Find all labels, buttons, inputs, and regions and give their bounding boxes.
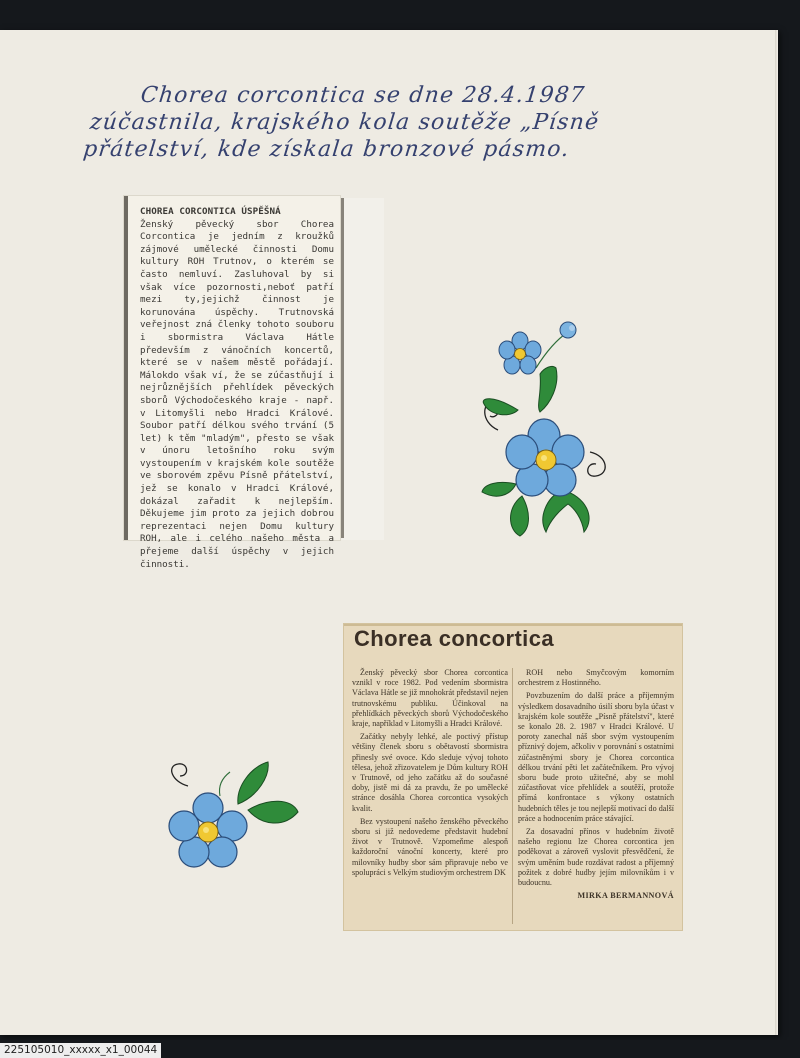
clipping-2-paragraph: Ženský pěvecký sbor Chorea corcontica vznikl v roce 1982. Pod vedením sbormistra Václava Hátle se již mnohokrát představil nejen trutnovskému publiku. Účinkoval na přehlídkách pěveckých sborů Východočeského kraje, například v Litomyšli a Hradci Králové. [352,668,508,729]
handwritten-note [82,82,651,163]
clipping-2-paragraph: Začátky nebyly lehké, ale poctivý přístup většiny členek sboru s obětavostí sbormistra přinesly své ovoce. Kdo sleduje vývoj tohoto tělesa, jehož zřizovatelem je Dům kultury ROH v Trutnově, od jeho začátku až do současné doby, jistě mi dá za pravdu, že po umělecké stránce dosáhla Chorea corcontica vysokých kvalit. [352,732,508,813]
small-flower [499,332,541,374]
page-edge [775,30,778,1035]
clipping-1-title: CHOREA CORCONTICA ÚSPĚŠNÁ [140,206,281,217]
clipping-2-paragraph: Povzbuzením do další práce a příjemným výsledkem dosavadního úsilí sboru byla účast v krajském kole soutěže „Písně přátelství", které se konalo 28. 2. 1987 v Hradci Králové. U poroty zanechal náš sbor svým vystoupením příznivý dojem, ačkoliv v porovnání s ostatními zúčastněnými sbory je Chorea corcontica délkou trvání pěti let začátečníkem. Pro vývoj sboru bude proto užitečné, aby se mohl zúčastňovat více přehlídek a soutěží, protože přímá konfrontace s výkony ostatních hudebních těles je tou nejlepší motivací do další práce a hodnocením práce stávající. [518,691,674,823]
bottom-flower [169,793,247,867]
scan-id-label: 225105010_xxxxx_x1_00044 [0,1043,161,1058]
newspaper-clipping-1 [124,196,340,570]
clipping-2-paragraph: Bez vystoupení našeho ženského pěveckého sboru si již nedovedeme představit hudební život v Trutnově. Vzpomeňme alespoň každoroční vánoční koncerty, které pro milovníky hudby sbor sám připravuje nebo ve spolupráci s Velkým studiovým orchestrem DK [352,816,508,877]
clipping-2-paragraph: ROH nebo Smyčcovým komorním orchestrem z Hostinného. [518,668,674,688]
large-flower [506,419,584,496]
clipping-1-text [140,206,334,571]
clipping-2-title: Chorea concortica [354,626,554,651]
clipping-2-signature: MIRKA BERMANNOVÁ [577,891,674,901]
clipping-backing-paper [340,198,384,540]
clipping-2-columns [352,668,674,926]
flower-drawing-small [152,756,312,886]
clipping-1-body: Ženský pěvecký sbor Chorea Corcontica je jedním z kroužků zájmové umělecké činnosti Domu kultury ROH Trutnov, o kterém se často nemluví. Zasluhoval by si však více pozornosti,neboť patří mezi ty,jejichž činnost je korunována úspěchy. Trutnovská veřejnost zná členky tohoto souboru i sbormistra Václava Hátle především z vánočních koncertů, které se v našem městě pořádají. Málokdo však ví, že se zúčastňují i nejrůznějších přehlídek pěveckých sborů Východočeského kraje - např. v Litomyšli nebo Hradci Králové. Soubor patří délkou svého trvání (5 let) k těm "mladým", přesto se však v únoru letošního roku svým vystoupením v krajském kole soutěže ve sborovém zpěvu Písně přátelství, jež se konalo v Hradci Králové, dokázal zařadit k nejlepším. Děkujeme jim proto za jejich dobrou reprezentaci nejen Domu kultury ROH, ale i celého našeho města a přejeme další úspěchy v jejich činnosti. [140,218,334,570]
clipping-2-paragraph: Za dosavadní přínos v hudebním životě našeho regionu lze Chorea corcontica jen poděkovat a zároveň vyslovit přesvědčení, že svým uměním bude rozdávat radost a příjemný požitek z dobré hudby jejím milovníkům i v budoucnu. [518,827,674,888]
clipping-2-column-2 [518,668,674,926]
clipping-2-column-1 [352,668,508,926]
handwritten-line-3: přátelství, kde získala bronzové pásmo. [81,137,571,162]
flower-drawing-large [470,312,610,542]
handwritten-line-2: zúčastnila, krajského kola soutěže „Písně [88,110,601,135]
handwritten-line-1: Chorea corcontica se dne 28.4.1987 [139,83,587,108]
newspaper-clipping-2 [344,624,682,930]
column-divider [512,668,513,924]
